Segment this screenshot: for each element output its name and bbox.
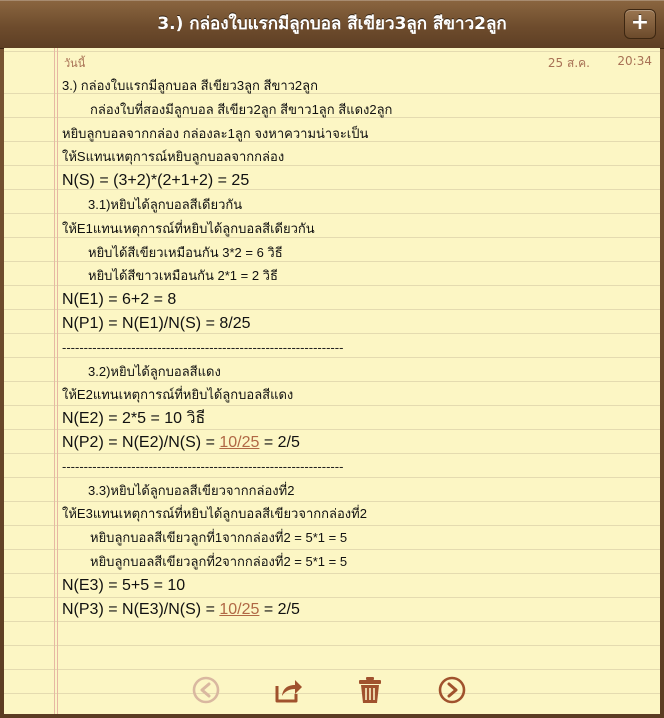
detected-link[interactable]: 10/25 [219, 600, 260, 618]
note-line-text: N(P2) = N(E2)/N(S) = [62, 433, 220, 451]
detected-link[interactable]: 10/25 [219, 433, 260, 451]
note-line [62, 360, 652, 384]
note-line [62, 479, 652, 503]
note-line [62, 502, 652, 526]
next-note-icon[interactable] [436, 674, 468, 706]
note-line [62, 122, 652, 146]
bottom-toolbar [4, 664, 660, 714]
note-line-text: หยิบลูกบอลสีเขียวลูกที่2จากกล่องที่2 = 5*1 = 5 [90, 553, 348, 569]
note-line-text: ให้E2แทนเหตุการณ์ที่หยิบได้ลูกบอลสีแดง [62, 387, 294, 403]
note-line-text: หยิบได้สีขาวเหมือนกัน 2*1 = 2 วิธี [88, 268, 278, 284]
note-line [62, 312, 652, 336]
margin-line [57, 48, 58, 714]
note-line-text: ----------------------------------------------------------------- [62, 458, 344, 474]
note-line [62, 98, 652, 122]
note-line [62, 145, 652, 169]
note-line-text: N(S) = (3+2)*(2+1+2) = 25 [62, 172, 250, 190]
note-line [62, 264, 652, 288]
note-line-text: N(P3) = N(E3)/N(S) = [62, 600, 220, 618]
trash-icon[interactable] [354, 674, 386, 706]
previous-note-icon[interactable] [190, 674, 222, 706]
note-line [62, 574, 652, 598]
note-line-text: = 2/5 [259, 600, 300, 618]
note-date: 25 ส.ค. [547, 56, 590, 70]
date-label: วันนี้ [64, 57, 86, 70]
note-line-text: ให้E1แทนเหตุการณ์ที่หยิบได้ลูกบอลสีเดียวกัน [62, 220, 315, 236]
note-line-text: ----------------------------------------------------------------- [62, 339, 344, 355]
title-bar [0, 0, 664, 49]
share-icon[interactable] [272, 674, 304, 706]
note-title: 3.) กล่องใบแรกมีลูกบอล สีเขียว3ลูก สีขาว2ลูก [157, 14, 507, 34]
note-line-text: 3.2)หยิบได้ลูกบอลสีแดง [88, 363, 221, 379]
note-line [62, 74, 652, 98]
note-line [62, 288, 652, 312]
note-line-text: N(P1) = N(E1)/N(S) = 8/25 [62, 314, 251, 332]
note-line-text: N(E2) = 2*5 = 10 วิธี [62, 410, 206, 428]
add-note-button[interactable]: + [624, 9, 656, 39]
note-line-text: หยิบได้สีเขียวเหมือนกัน 3*2 = 6 วิธี [88, 244, 283, 260]
note-line [62, 169, 652, 193]
note-paper[interactable] [4, 48, 660, 714]
note-line-text: ให้E3แทนเหตุการณ์ที่หยิบได้ลูกบอลสีเขียวจากกล่องที่2 [62, 506, 367, 522]
note-line [62, 217, 652, 241]
note-line [62, 550, 652, 574]
note-body[interactable] [62, 74, 652, 621]
note-line-text: กล่องใบที่สองมีลูกบอล สีเขียว2ลูก สีขาว1ลูก สีแดง2ลูก [90, 101, 393, 117]
note-line [62, 241, 652, 265]
note-line-text: 3.1)หยิบได้ลูกบอลสีเดียวกัน [88, 196, 243, 212]
note-time: 20:34 [617, 54, 652, 68]
note-line-text: หยิบลูกบอลจากกล่อง กล่องละ1ลูก จงหาความน่าจะเป็น [62, 125, 369, 141]
note-line-text: N(E3) = 5+5 = 10 [62, 576, 186, 594]
note-line [62, 431, 652, 455]
note-line [62, 598, 652, 622]
note-line-text: 3.) กล่องใบแรกมีลูกบอล สีเขียว3ลูก สีขาว2ลูก [62, 78, 319, 93]
note-line [62, 526, 652, 550]
note-line [62, 455, 652, 479]
note-line [62, 407, 652, 431]
note-line-text: = 2/5 [259, 433, 300, 451]
note-line-text: หยิบลูกบอลสีเขียวลูกที่1จากกล่องที่2 = 5*1 = 5 [90, 530, 348, 546]
note-line-text: N(E1) = 6+2 = 8 [62, 291, 177, 309]
note-line-text: 3.3)หยิบได้ลูกบอลสีเขียวจากกล่องที่2 [88, 482, 295, 498]
note-line [62, 383, 652, 407]
note-line-text: ให้Sแทนเหตุการณ์หยิบลูกบอลจากกล่อง [62, 149, 285, 165]
note-line [62, 193, 652, 217]
margin-line [54, 48, 55, 714]
note-line [62, 336, 652, 360]
